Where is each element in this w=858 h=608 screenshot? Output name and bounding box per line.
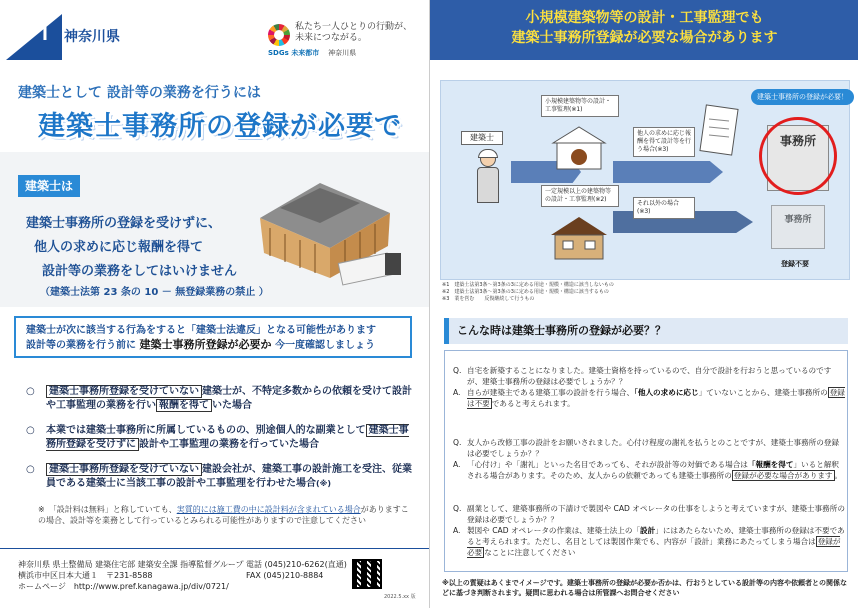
answer-text: 「心付け」や「謝礼」といった名目であっても、それが設計等の対価である場合は [467, 460, 748, 469]
diagram-note: ※2 建築士法第3条〜第3条の3に定める用途・規模・構造に該当するもの [442, 289, 609, 295]
answer-highlight: 登録が必要 [467, 537, 841, 557]
answer-bold: 設計 [640, 526, 656, 535]
faq-answer: A. 「心付け」や「謝礼」といった名目であっても、それが設計等の対価である場合は「報酬を得て」いると解釈される場合があります。そのため、友人からの依頼であっても建築士事務所の 登録が必要な場合があります 。 [453, 460, 843, 480]
kanagawa-emblem-icon: ꟾ [42, 25, 48, 44]
faq-answer: A. 製図や CAD オペレータの作業は、建築士法上の「設計」にはあたらないため、建築士事務所の登録は不要であると考えられます。ただし、名目としては製図作業でも、内容が「設計」業務にあたってしまう場合は 登録が必要 なことに注意してください [453, 526, 845, 557]
right-title-line-2: 建築士事務所登録が必要な場合があります [511, 30, 778, 46]
main-title: 建築士事務所の登録が必要で [38, 111, 402, 142]
sdgs-pref-label: 神奈川県 [328, 49, 357, 57]
right-page [429, 0, 858, 608]
highlight-circle [759, 117, 837, 195]
diagram-notes [442, 282, 614, 303]
question-text: 友人から改修工事の設計をお願いされました。心付け程度の謝礼を払うとのことですが、建築士事務所の登録は必要でしょうか？？ [467, 438, 840, 458]
subtitle: 建築士として 設計等の業務を行うには [18, 85, 261, 101]
hero-line-3: 設計等の業務をしてはいけません [42, 264, 238, 279]
list-text: 建築士が、不特定多数からの依頼を受けて設計や工事監理の業務を行い [46, 386, 412, 411]
sdgs-footer [268, 48, 356, 58]
office-sign: 事務所 [779, 134, 816, 148]
note-underline: 実質的には施工費の中に設計料が含まれている場合 [176, 505, 361, 514]
bullet-circle-icon: ○ [26, 425, 35, 436]
question-text: 副業として、建築事務所の下請けで製図や CAD オペレータの仕事をしようと考えていますが、建築士事務所の登録は必要でしょうか？？ [467, 504, 845, 524]
right-title-line-1: 小規模建築物等の設計・工事監理でも [525, 10, 764, 26]
faq-answer: A. 自らが建築主である建築工事の設計を行う場合、「他人の求めに応じ」ていないことから、建築士事務所の 登録は不要 であると考えられます。 [453, 388, 845, 408]
faq-question: Q. 友人から改修工事の設計をお願いされました。心付け程度の謝礼を払うとのことですが、建築士事務所の登録は必要でしょうか？？ [453, 438, 840, 458]
faq-question: Q. 副業として、建築事務所の下請けで製図や CAD オペレータの仕事をしようと考えていますが、建築士事務所の登録は必要でしょうか？？ [453, 504, 845, 524]
warning-line-2c: 今一度確認しましょう [274, 340, 375, 351]
contract-label: 他人の求めに応じ報酬を得て設計等を行う場合(※3) [633, 127, 695, 157]
sdgs-slogan [295, 22, 412, 44]
answer-text: 。 [834, 471, 843, 480]
small-house-icon [549, 125, 609, 171]
note-suffix: がありますこの場合、設計等を業務として行っているとみられる可能性がありますので注意してください [38, 505, 409, 525]
faq-heading: こんな時は建築士事務所の登録が必要？？ [444, 318, 848, 344]
list-note [38, 504, 414, 526]
large-house-icon [549, 215, 609, 261]
architect-badge: 建築士は [18, 175, 80, 197]
disclaimer: ※以上の質疑はあくまでイメージです。建築士事務所の登録が必要か否かは、行おうとしている設計等の内容や依頼者との関係などに基づき判断されます。疑問に思われる場合は所管課へお問合せください [442, 579, 848, 597]
faq-item [453, 437, 845, 481]
answer-text: 」いると解釈される場合があります。そのため、友人からの依頼であっても建築士事務所の [467, 460, 840, 480]
sdgs-wheel-icon [268, 24, 290, 46]
list-text: 本業では建築士事務所に所属しているものの、別途個人的な副業として [46, 425, 366, 436]
list-item [26, 424, 416, 452]
warning-box [14, 316, 412, 358]
hero-line-1: 建築士事務所の登録を受けずに、 [26, 216, 222, 231]
list-text: 設計や工事監理の業務を行っていた場合 [139, 439, 319, 450]
list-text: 建設会社が、建築工事の設計施工を受注、従業員である建築士に当該工事の設計や工事監理を行わせた場合 [46, 464, 412, 489]
list-item [26, 463, 416, 491]
bullet-circle-icon: ○ [26, 464, 35, 475]
phone-info [246, 559, 347, 581]
other-case-label: それ以外の場合(※3) [633, 197, 695, 219]
faq-item [453, 503, 845, 558]
warning-emphasis: 建築士事務所登録が必要か [139, 338, 272, 351]
list-item [26, 385, 416, 413]
department: 神奈川県 県土整備局 建築住宅部 建築安全課 指導監督グループ [18, 560, 244, 569]
address: 横浜市中区日本大通１ 〒231-8588 [18, 571, 153, 580]
answer-text: 製図や CAD オペレータの作業は、建築士法上の「 [467, 526, 641, 535]
office-sign: 事務所 [784, 215, 812, 225]
edition-label: 2022.5.xx 版 [384, 594, 416, 600]
architect-label: 建築士 [461, 131, 503, 145]
diagram-note: ※3 業を営む 反復継続して行うもの [442, 296, 535, 302]
contact-info [18, 559, 244, 592]
violation-list [26, 385, 416, 502]
bullet-circle-icon: ○ [26, 386, 35, 397]
contact-footer [0, 548, 429, 608]
unregistered-office-icon [771, 205, 825, 249]
sdgs-city-label: SDGs 未来都市 [268, 49, 320, 57]
not-needed-label: 登録不要 [781, 260, 809, 268]
answer-bold: 「他人の求めに応じ [634, 388, 699, 397]
note-prefix: ※ 「設計料は無料」と称していても、 [38, 505, 177, 514]
warning-line-2 [26, 338, 400, 353]
boxed-phrase: 建築士事務所登録を受けていない [46, 463, 202, 476]
phone-number: 電話 (045)210-6262(直通) [246, 560, 347, 569]
flow-diagram [440, 80, 850, 280]
boxed-phrase: 建築士事務所登録を受けていない [46, 385, 202, 398]
contract-document-icon [699, 103, 739, 157]
boxed-phrase: 報酬を得て [156, 399, 212, 412]
arrow-icon [613, 161, 723, 183]
answer-text: 自らが建築主である建築工事の設計を行う場合、 [467, 388, 635, 397]
list-text: いた場合 [212, 400, 252, 411]
right-title [430, 8, 858, 48]
answer-text: 」にはあたらないため、建築士事務所の登録は不要であると考えられます。ただし、名目としては製図作業でも、内容が「設計」業務にあたってしまう場合は [467, 526, 845, 546]
footnote-mark: (※) [316, 479, 332, 488]
answer-text: なことに注意してください [484, 548, 576, 557]
law-reference: （建築士法第 23 条の 10 － 無登録業務の禁止 ） [40, 287, 269, 298]
fax-number: FAX (045)210-8884 [246, 571, 324, 580]
faq-item [453, 365, 845, 409]
hero-line-2: 他人の求めに応じ報酬を得て [34, 240, 204, 255]
answer-highlight: 登録は不要 [467, 388, 845, 408]
answer-text: であると考えられます。 [491, 399, 575, 408]
warning-line-1: 建築士が次に該当する行為をすると「建築士法違反」となる可能性があります [26, 325, 376, 336]
architect-person-icon [475, 151, 501, 203]
diagram-note: ※1 建築士法第3条〜第3条の3に定める用途・規模・構造に該当しないもの [442, 282, 614, 288]
answer-bold: 「報酬を得て [747, 460, 794, 469]
question-text: 自宅を新築することになりました。建築士資格を持っているので、自分で設計を行おうと思っているのですが、建築士事務所の登録は必要でしょうか？？ [467, 366, 832, 386]
speech-bubble: 建築士事務所の登録が必要！ [751, 89, 854, 105]
house-illustration [240, 158, 405, 288]
prefecture-name: 神奈川県 [64, 29, 120, 45]
boxed-phrase: 建築士事務所登録を受けずに [46, 425, 409, 450]
answer-text: 」ていないことから、建築士事務所の [698, 388, 828, 397]
warning-line-2a: 設計等の業務を行う前に [26, 340, 136, 351]
faq-question: Q. 自宅を新築することになりました。建築士資格を持っているので、自分で設計を行おうと思っているのですが、建築士事務所の登録は必要でしょうか？？ [453, 366, 832, 386]
faq-box [444, 350, 848, 572]
small-building-label: 小規模建築物等の設計・工事監理(※1) [541, 95, 619, 117]
qr-code-icon[interactable] [352, 559, 382, 589]
sdgs-slogan-line2: 未来につながる。 [295, 33, 367, 43]
homepage-link[interactable]: ホームページ http://www.pref.kanagawa.jp/div/0721/ [18, 582, 229, 591]
right-header [430, 0, 858, 60]
large-building-label: 一定規模以上の建築物等の設計・工事監理(※2) [541, 185, 619, 207]
answer-highlight: 登録が必要な場合があります [733, 471, 833, 480]
sdgs-slogan-line1: 私たち一人ひとりの行動が、 [295, 22, 413, 32]
